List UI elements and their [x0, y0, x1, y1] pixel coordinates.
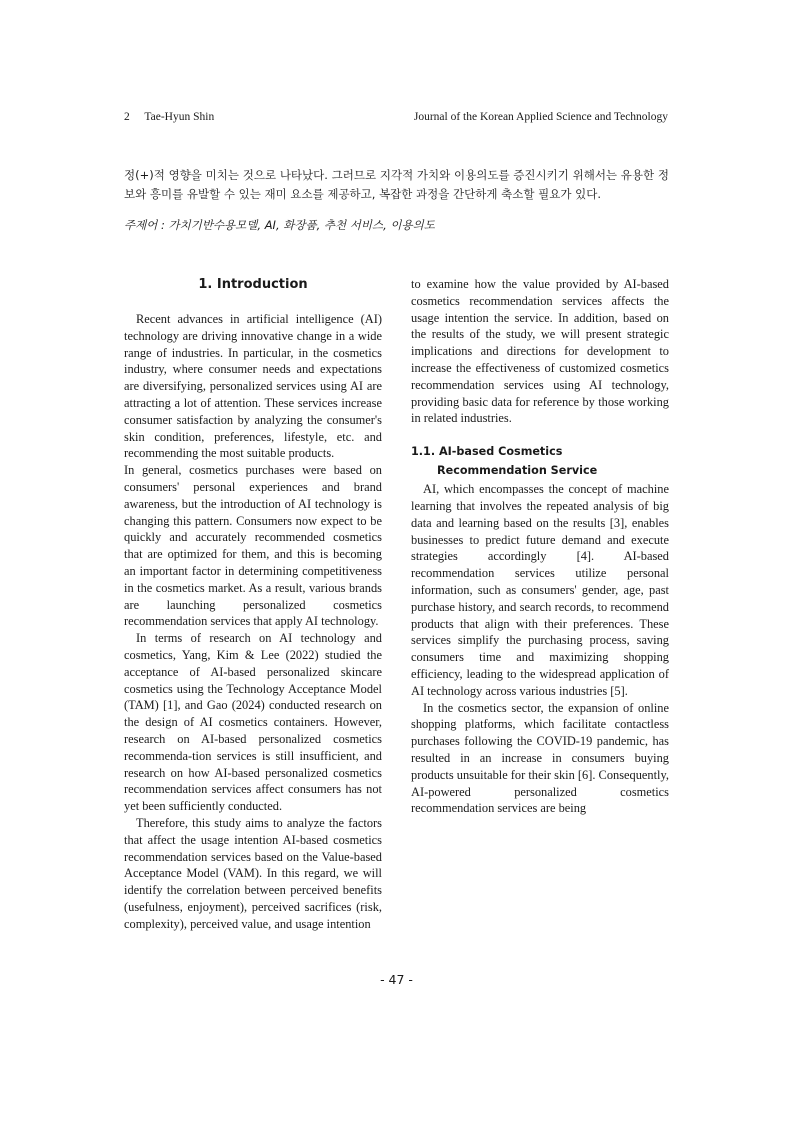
korean-keywords: 주제어 : 가치기반수용모델, AI, 화장품, 추천 서비스, 이용의도 [124, 218, 435, 232]
intro-paragraph-continued-text: to examine how the value provided by AI-based cosmetics recommendation services affects the usage intention the service. In addition, based on the results of the study, we will present strategic implications and directions for development to increase the effectiveness of customized cosmetics recommendation services using AI technology, providing basic data for reference by those working in related industries. [411, 277, 669, 426]
author-name: Tae-Hyun Shin [144, 111, 215, 123]
intro-paragraph: In general, cosmetics purchases were based on consumers' personal experiences and brand awareness, but the introduction of AI technology is changing this pattern. Consumers now expect to be quickly and accurately recommended cosmetics that are optimized for them, and this is becoming an important factor in determining competitiveness in the cosmetics market. As a result, various brands are launching personalized cosmetics recommendation services that apply AI technology. [124, 463, 382, 629]
intro-paragraph-continued [411, 276, 669, 427]
intro-paragraph: Therefore, this study aims to analyze the factors that affect the usage intention AI-based cosmetics recommendation services based on the Value-based Acceptance Model (VAM). In this regard, we will identify the correlation between perceived benefits (usefulness, enjoyment), perceived sacrifices (risk, complexity), perceived value, and usage intention [124, 815, 382, 931]
page-footer-number: - 47 - [380, 972, 413, 987]
subsection-paragraph: In the cosmetics sector, the expansion of online shopping platforms, which facilitate contactless purchases following the COVID-19 pandemic, has resulted in an increase in consumers buying products unsuitable for their skin [6]. Consequently, AI-powered personalized cosmetics recommendation services are being [411, 700, 669, 816]
page-number: 2 [124, 111, 130, 123]
section-heading-introduction: 1. Introduction [198, 277, 308, 292]
subsection-heading-ai-recommendation: 1.1. AI-based Cosmetics Recommendation Service [411, 445, 598, 478]
intro-paragraph: In terms of research on AI technology and cosmetics, Yang, Kim & Lee (2022) studied the acceptance of AI-based personalized skincare cosmetics using the Technology Acceptance Model (TAM) [1], and Gao (2024) conducted research on the design of AI cosmetics containers. However, research on AI-based personalized cosmetics recommenda-tion services is still insufficient, and research on how AI-based personalized cosmetics recommendation services affect consumers has not yet been sufficiently conducted. [124, 631, 382, 814]
subsection-paragraph: AI, which encompasses the concept of machine learning that involves the repeated analysis of big data and learning based on the results [3], enables businesses to predict future demand and execute strategies accordingly [4]. AI-based recommendation services utilize personal information, such as consumers' gender, age, past purchase history, and search records, to recommend products that align with their preferences. These services simplify the purchasing process, saving consumers time and maximizing shopping efficiency, leading to the widespread application of AI technology across various industries [5]. [411, 482, 669, 698]
left-column [124, 276, 382, 932]
korean-abstract-text: 정(+)적 영향을 미치는 것으로 나타났다. 그러므로 지각적 가치와 이용의도를 증진시키기 위해서는 유용한 정보와 흥미를 유발할 수 있는 재미 요소를 제공하고, 복잡한 과정을 간단하게 축소할 필요가 있다. [124, 168, 669, 201]
right-column [411, 276, 669, 817]
intro-paragraph: Recent advances in artificial intelligence (AI) technology are driving innovative change in a wide range of industries. In particular, in the cosmetics industry, where consumer needs and expectations are diversifying, personalized services using AI are attracting a lot of attention. These services increase consumer satisfaction by analyzing the consumer's skin condition, preferences, lifestyle, etc. and recommending the most suitable products. [124, 312, 382, 461]
running-header-left [124, 111, 214, 123]
journal-title: Journal of the Korean Applied Science and Technology [413, 111, 668, 123]
